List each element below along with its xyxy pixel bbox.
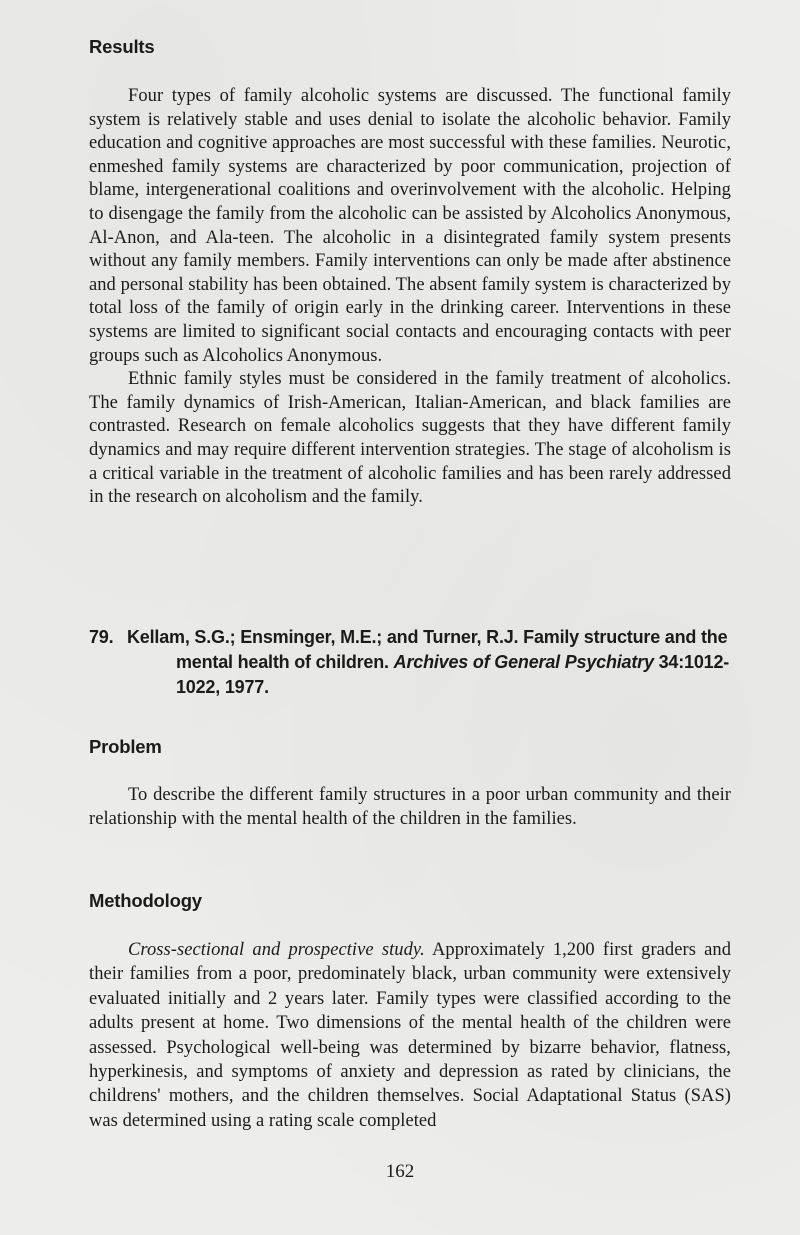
results-paragraph-2: Ethnic family styles must be considered in the family treatment of alcoholics. The family dynamics of Irish-American, Italian-American, and black families are contrasted. Research on female alcoholics suggests that they have different family dynamics and may require different intervention strategies. The stage of alcoholism is a critical variable in the treatment of alcoholic families and has been rarely addressed in the research on alcoholism and the family. (89, 369, 731, 508)
methodology-study-type: Cross-sectional and prospective study. (128, 940, 425, 960)
problem-heading: Problem (89, 736, 162, 757)
methodology-paragraph (89, 938, 731, 1133)
problem-section (89, 784, 731, 831)
problem-paragraph: To describe the different family structures in a poor urban community and their relationship with the mental health of the children in the families. (89, 785, 731, 829)
citation-volume-pages: 34:1012-1022, 1977. (176, 652, 730, 697)
citation-entry (89, 625, 739, 700)
citation-body (127, 625, 739, 700)
page-number: 162 (385, 1161, 415, 1182)
methodology-heading: Methodology (89, 890, 202, 911)
methodology-text: Approximately 1,200 first graders and their families from a poor, predominately black, urban community were extensively evaluated initially and 2 years later. Family types were classified according to the adults present at home. Two dimensions of the mental health of the children were assessed. Psychological well-being was determined by bizarre behavior, flatness, hyperkinesis, and symptoms of anxiety and depression as rated by clinicians, the childrens' mothers, and the children themselves. Social Adaptational Status (SAS) was determined using a rating scale completed (89, 940, 732, 1131)
citation-number: 79. (89, 627, 114, 647)
citation-journal: Archives of General Psychiatry (393, 652, 654, 672)
results-paragraph-1: Four types of family alcoholic systems are discussed. The functional family system is relatively stable and uses denial to isolate the alcoholic behavior. Family education and cognitive approaches are most successful with these families. Neurotic, enmeshed family systems are characterized by poor communication, projection of blame, intergenerational coalitions and overinvolvement with the alcoholic. Helping to disengage the family from the alcoholic can be assisted by Alcoholics Anonymous, Al-Anon, and Ala-teen. The alcoholic in a disintegrated family system presents without any family members. Family interventions can only be made after abstinence and personal stability has been obtained. The absent family system is characterized by total loss of the family of origin early in the drinking career. Interventions in these systems are limited to significant social contacts and encouraging contacts with peer groups such as Alcoholics Anonymous. (89, 86, 731, 366)
methodology-section (89, 938, 731, 1133)
results-heading: Results (89, 36, 155, 57)
results-section (89, 85, 731, 510)
citation-authors-title: Kellam, S.G.; Ensminger, M.E.; and Turner, R.J. Family structure and the mental health of children. (127, 627, 728, 672)
